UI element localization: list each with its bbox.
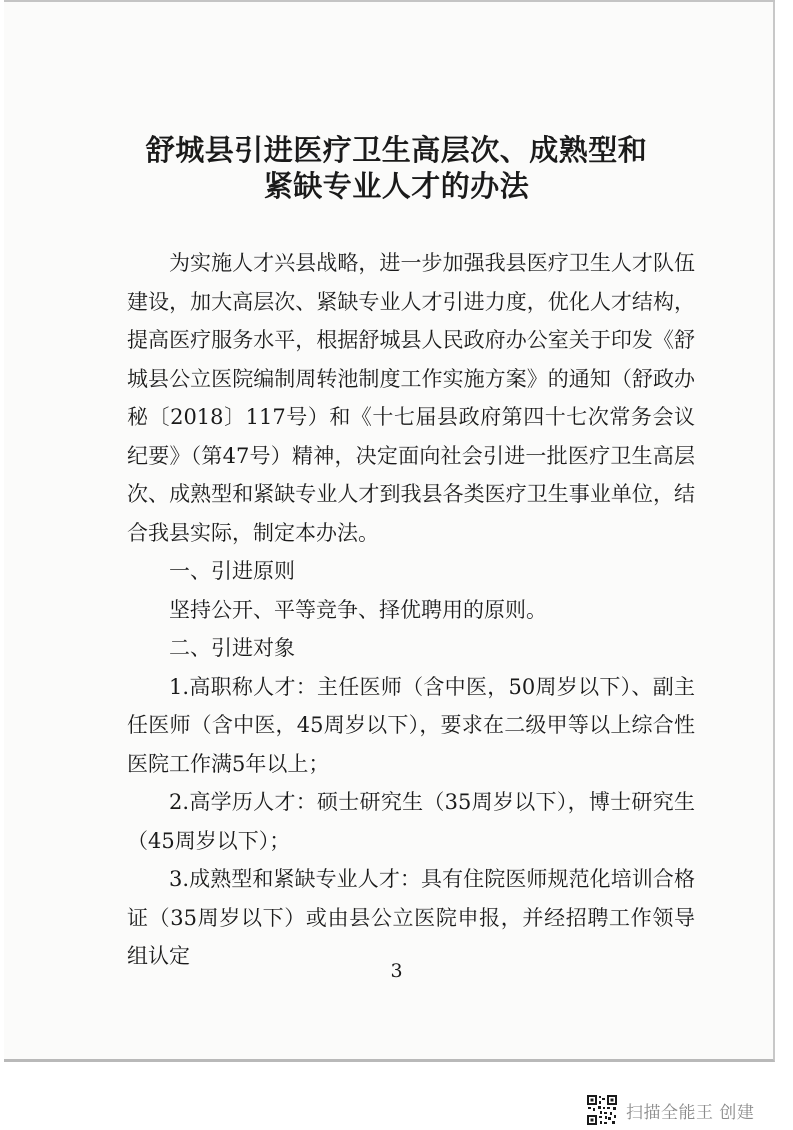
document-body	[127, 244, 695, 976]
document-title-line1: 舒城县引进医疗卫生高层次、成熟型和	[145, 133, 648, 167]
page-number: 3	[390, 960, 403, 982]
section-heading-principle: 一、引进原则	[169, 559, 295, 583]
watermark-text: 扫描全能王 创建	[626, 1102, 755, 1123]
intro-paragraph: 为实施人才兴县战略，进一步加强我县医疗卫生人才队伍建设，加大高层次、紧缺专业人才引进力度，优化人才结构，提高医疗服务水平，根据舒城县人民政府办公室关于印发《舒城县公立医院编制周转池制度工作实施方案》的通知（舒政办秘〔2018〕117号）和《十七届县政府第四十七次常务会议纪要》（第47号）精神，决定面向社会引进一批医疗卫生高层次、成熟型和紧缺专业人才到我县各类医疗卫生事业单位，结合我县实际，制定本办法。	[127, 251, 695, 545]
target-item-1: 1.高职称人才：主任医师（含中医，50周岁以下）、副主任医师（含中医，45周岁以下），要求在二级甲等以上综合性医院工作满5年以上；	[127, 674, 695, 776]
target-item-3: 3.成熟型和紧缺专业人才：具有住院医师规范化培训合格证（35周岁以下）或由县公立医院申报，并经招聘工作领导组认定	[127, 867, 695, 968]
scanner-watermark	[586, 1090, 754, 1130]
document-title-line2: 紧缺专业人才的办法	[263, 169, 530, 203]
section-heading-targets: 二、引进对象	[169, 636, 295, 660]
principle-paragraph: 坚持公开、平等竞争、择优聘用的原则。	[169, 597, 547, 622]
target-item-2: 2.高学历人才：硕士研究生（35周岁以下），博士研究生（45周岁以下）；	[127, 790, 695, 853]
qr-code-icon	[586, 1094, 618, 1126]
